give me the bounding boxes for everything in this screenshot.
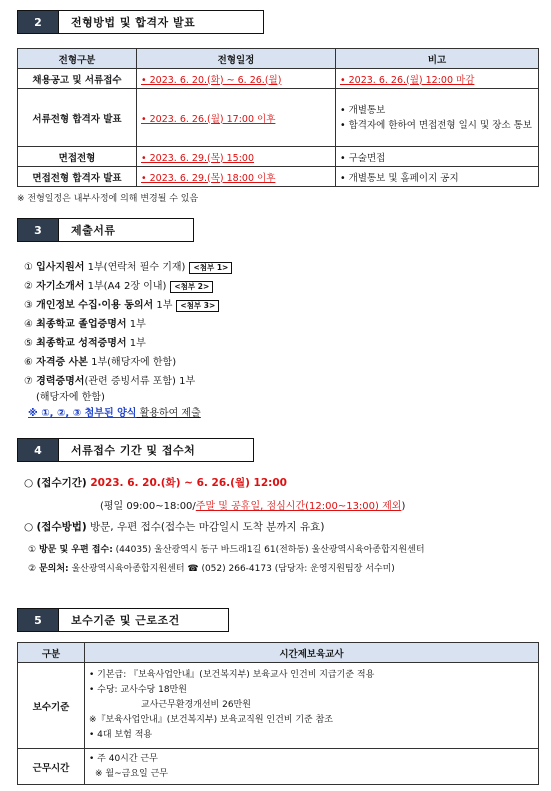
doc-item: ⑥ 자격증 사본 1부(해당자에 한함): [24, 357, 177, 368]
table-row: [18, 69, 539, 89]
table-row: [18, 147, 539, 167]
col-header: 시간제보육교사: [85, 643, 539, 663]
table-header-row: [18, 643, 539, 663]
doc-item-note: (해당자에 한함): [36, 392, 105, 403]
attachment-link[interactable]: ※ ①, ②, ③ 첨부된 양식: [28, 408, 137, 419]
table-row: [18, 663, 539, 749]
pay-table: [17, 642, 539, 785]
attachment-note: ※ ①, ②, ③ 첨부된 양식 활용하여 제출: [28, 408, 201, 419]
doc-item: ④ 최종학교 졸업증명서 1부: [24, 319, 146, 330]
table-row: [18, 167, 539, 187]
section-number: 3: [17, 218, 59, 242]
pay-item: • 수당: 교사수당 18만원: [89, 685, 187, 695]
hours-item: • 주 40시간 근무: [89, 753, 158, 764]
section-2-header: [17, 10, 264, 34]
pay-item: • 4대 보험 적용: [89, 730, 153, 740]
doc-item: ③ 개인정보 수집·이용 동의서 1부 <첨부 3>: [24, 296, 219, 312]
section-number: 5: [17, 608, 59, 632]
row-label: 서류전형 합격자 발표: [18, 89, 137, 147]
remark: • 개별통보: [340, 104, 386, 116]
contact-line: ② 문의처: 울산광역시육아종합지원센터 ☎ (052) 266-4173 (담당자: 운영지원팀장 서수미): [28, 564, 395, 574]
doc-item: ① 입사지원서 1부(연락처 필수 기재) <첨부 1>: [24, 258, 232, 274]
section-4-header: [17, 438, 254, 462]
pay-item: • 기본급: 『보육사업안내』(보건복지부) 보육교사 인건비 지급기준 적용: [89, 670, 375, 680]
doc-item: ⑦ 경력증명서(관련 증빙서류 포함) 1부: [24, 376, 196, 387]
doc-item: ② 자기소개서 1부(A4 2장 이내) <첨부 2>: [24, 277, 213, 293]
section-number: 2: [17, 10, 59, 34]
method-line: ○ (접수방법) 방문, 우편 접수(접수는 마감일시 도착 분까지 유효): [24, 521, 325, 533]
table-header-row: [18, 49, 539, 69]
row-label: 면접전형 합격자 발표: [18, 167, 137, 187]
attachment-tag: <첨부 1>: [189, 262, 232, 274]
row-label: 보수기준: [18, 663, 85, 749]
period-line: ○ (접수기간) 2023. 6. 20.(화) ~ 6. 26.(월) 12:00: [24, 477, 287, 489]
section-title: 서류접수 기간 및 접수처: [59, 438, 254, 462]
section-3-header: [17, 218, 194, 242]
schedule-date: • 2023. 6. 26.(월) 17:00 이후: [141, 113, 276, 125]
doc-item: ⑤ 최종학교 성적증명서 1부: [24, 338, 146, 349]
remark: • 구술면접: [336, 147, 539, 167]
section-title: 보수기준 및 근로조건: [59, 608, 229, 632]
pay-item: 교사근무환경개선비 26만원: [141, 700, 251, 710]
section-5-header: [17, 608, 229, 632]
row-label: 면접전형: [18, 147, 137, 167]
remark: • 개별통보 및 홈페이지 공지: [336, 167, 539, 187]
table-row: [18, 89, 539, 147]
remark: • 2023. 6. 26.(월) 12:00 마감: [340, 74, 475, 86]
attachment-tag: <첨부 3>: [176, 300, 219, 312]
col-header: 구분: [18, 643, 85, 663]
attachment-tag: <첨부 2>: [170, 281, 213, 293]
schedule-date: • 2023. 6. 20.(화) ~ 6. 26.(월): [141, 74, 282, 86]
pay-item: ※『보육사업안내』(보건복지부) 보육교직원 인건비 기준 참조: [89, 715, 333, 725]
hours-item: ※ 월~금요일 근무: [95, 768, 168, 779]
period-detail: (평일 09:00~18:00/주말 및 공휴일, 점심시간(12:00~13:00) 제외): [100, 501, 406, 512]
section-title: 제출서류: [59, 218, 194, 242]
section-title: 전형방법 및 합격자 발표: [59, 10, 264, 34]
schedule-date: • 2023. 6. 29.(목) 15:00: [141, 152, 255, 164]
col-header: 전형구분: [18, 49, 137, 69]
section-number: 4: [17, 438, 59, 462]
table-row: [18, 749, 539, 785]
schedule-note: ※ 전형일정은 내부사정에 의해 변경될 수 있음: [17, 194, 199, 204]
address-line: ① 방문 및 우편 접수: (44035) 울산광역시 동구 바드래1길 61(전하동) 울산광역시육아종합지원센터: [28, 545, 425, 555]
remark: • 합격자에 한하여 면접전형 일시 및 장소 통보: [340, 119, 532, 131]
row-label: 채용공고 및 서류접수: [18, 69, 137, 89]
schedule-date: • 2023. 6. 29.(목) 18:00 이후: [141, 172, 276, 184]
schedule-table: [17, 48, 539, 187]
col-header: 전형일정: [137, 49, 336, 69]
col-header: 비고: [336, 49, 539, 69]
row-label: 근무시간: [18, 749, 85, 785]
